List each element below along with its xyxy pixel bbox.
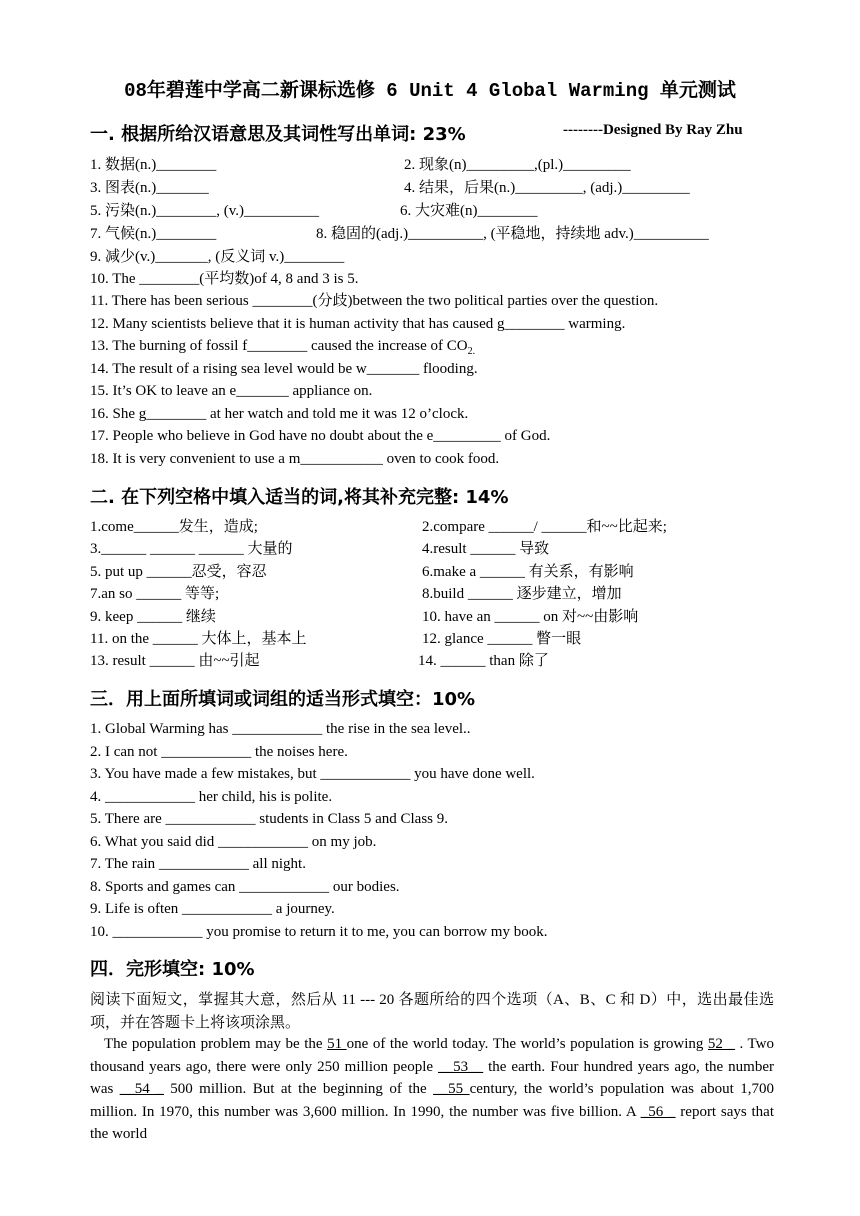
- s3-line-10: 10. ____________ you promise to return it to me, you can borrow my book.: [90, 924, 548, 940]
- blank-54[interactable]: __54 _: [119, 1081, 164, 1097]
- s1-sentence-16: 16. She g________ at her watch and told me it was 12 o’clock.: [90, 406, 469, 422]
- s3-line-7: 7. The rain ____________ all night.: [90, 856, 306, 872]
- s1-sentence-10: 10. The ________(平均数)of 4, 8 and 3 is 5.: [90, 271, 359, 287]
- s2-item-2: 2.compare ______/ ______和~~比起来;: [422, 519, 667, 535]
- designed-by: --------Designed By Ray Zhu: [563, 122, 743, 138]
- s1-sentence-11: 11. There has been serious ________(分歧)between the two political parties over the question.: [90, 293, 659, 309]
- cloze-instructions: [90, 989, 774, 1034]
- s3-line-1: 1. Global Warming has ____________ the rise in the sea level..: [90, 721, 471, 737]
- s2-item-1: 1.come______发生，造成;: [90, 519, 258, 535]
- blank-53[interactable]: __53__: [438, 1058, 484, 1075]
- s2-item-9: 9. keep ______ 继续: [90, 609, 216, 625]
- s1-sentence-17: 17. People who believe in God have no doubt about the e_________ of God.: [90, 428, 551, 444]
- passage-part-4: the earth. Four hundred years ago, the number was: [90, 1058, 775, 1097]
- cloze-passage: [90, 1033, 774, 1146]
- blank-51[interactable]: 51: [327, 1036, 347, 1052]
- s3-line-9: 9. Life is often ____________ a journey.: [90, 901, 335, 917]
- s3-line-4: 4. ____________ her child, his is polite.: [90, 789, 333, 805]
- blank-52[interactable]: 52 _: [707, 1036, 735, 1052]
- s3-line-3: 3. You have made a few mistakes, but ____________ you have done well.: [90, 766, 535, 782]
- s2-item-7: 7.an so ______ 等等;: [90, 586, 220, 602]
- s2-item-3: 3.______ ______ ______ 大量的: [90, 541, 293, 557]
- passage-part-7: report says that the world: [90, 1103, 774, 1142]
- passage-part-1: The population problem may be the: [104, 1036, 328, 1052]
- s1-sentence-14: 14. The result of a rising sea level would be w_______ flooding.: [90, 361, 478, 377]
- s2-item-8: 8.build ______ 逐步建立，增加: [422, 586, 622, 602]
- s1-item-6: 6. 大灾难(n)________: [400, 203, 538, 219]
- s2-item-4: 4.result ______ 导致: [422, 541, 550, 557]
- s1-item-3: 3. 图表(n.)_______: [90, 180, 209, 196]
- s2-item-12: 12. glance ______ 瞥一眼: [422, 631, 582, 647]
- s2-item-13: 13. result ______ 由~~引起: [90, 653, 260, 669]
- s1-sentence-15: 15. It’s OK to leave an e_______ appliance on.: [90, 383, 373, 399]
- s1-item-8: 8. 稳固的(adj.)__________, (平稳地，持续地 adv.)__________: [316, 226, 709, 242]
- s3-line-5: 5. There are ____________ students in Class 5 and Class 9.: [90, 811, 449, 827]
- s1-sentence-18: 18. It is very convenient to use a m___________ oven to cook food.: [90, 451, 500, 467]
- passage-part-2: one of the world today. The world’s population is growing: [346, 1036, 708, 1052]
- passage-part-3: . Two thousand years ago, there were only 250 million people: [90, 1036, 775, 1075]
- cloze-instructions-text: 阅读下面短文，掌握其大意，然后从 11 --- 20 各题所给的四个选项（A、B、C 和 D）中，选出最佳选项，并在答题卡上将该项涂黑。: [90, 992, 774, 1031]
- section2-heading: 二. 在下列空格中填入适当的词,将其补充完整: 14%: [90, 487, 509, 508]
- blank-56[interactable]: _56 _: [640, 1103, 676, 1120]
- s3-line-2: 2. I can not ____________ the noises here.: [90, 744, 348, 760]
- s3-line-8: 8. Sports and games can ____________ our bodies.: [90, 879, 400, 895]
- page-title: 08年碧莲中学高二新课标选修 6 Unit 4 Global Warming 单元测试: [124, 80, 736, 102]
- cloze-passage-text: [90, 1033, 774, 1146]
- s1-item-9: 9. 减少(v.)_______, (反义词 v.)________: [90, 249, 345, 265]
- s1-sentence-13: [90, 337, 475, 361]
- s1-item-2: 2. 现象(n)_________,(pl.)_________: [404, 157, 631, 173]
- s1-item-4: 4. 结果，后果(n.)_________, (adj.)_________: [404, 180, 690, 196]
- passage-part-5: 500 million. But at the beginning of the: [163, 1081, 434, 1097]
- section3-heading: 三．用上面所填词或词组的适当形式填空：10%: [90, 689, 476, 710]
- s1-sentence-13-text: 13. The burning of fossil f________ caused the increase of CO: [90, 338, 468, 354]
- s1-item-7: 7. 气候(n.)________: [90, 226, 217, 242]
- passage-part-6: century, the world’s population was about 1,700 million. In 1970, this number was 3,600 million. In 1990, the number was five billion. A: [90, 1081, 775, 1120]
- co2-subscript: 2.: [467, 346, 476, 357]
- s1-item-1: 1. 数据(n.)________: [90, 157, 217, 173]
- s1-item-5: 5. 污染(n.)________, (v.)__________: [90, 203, 320, 219]
- section4-heading: 四．完形填空: 10%: [90, 959, 255, 980]
- s1-sentence-12: 12. Many scientists believe that it is human activity that has caused g________ warming.: [90, 316, 626, 332]
- s2-item-11: 11. on the ______ 大体上，基本上: [90, 631, 307, 647]
- s3-line-6: 6. What you said did ____________ on my job.: [90, 834, 377, 850]
- s2-item-5: 5. put up ______忍受，容忍: [90, 564, 267, 580]
- s2-item-10: 10. have an ______ on 对~~由影响: [422, 609, 639, 625]
- s2-item-14: 14. ______ than 除了: [418, 653, 549, 669]
- blank-55[interactable]: __55: [433, 1081, 470, 1097]
- s2-item-6: 6.make a ______ 有关系，有影响: [422, 564, 634, 580]
- section1-heading: 一. 根据所给汉语意思及其词性写出单词: 23%: [90, 124, 466, 145]
